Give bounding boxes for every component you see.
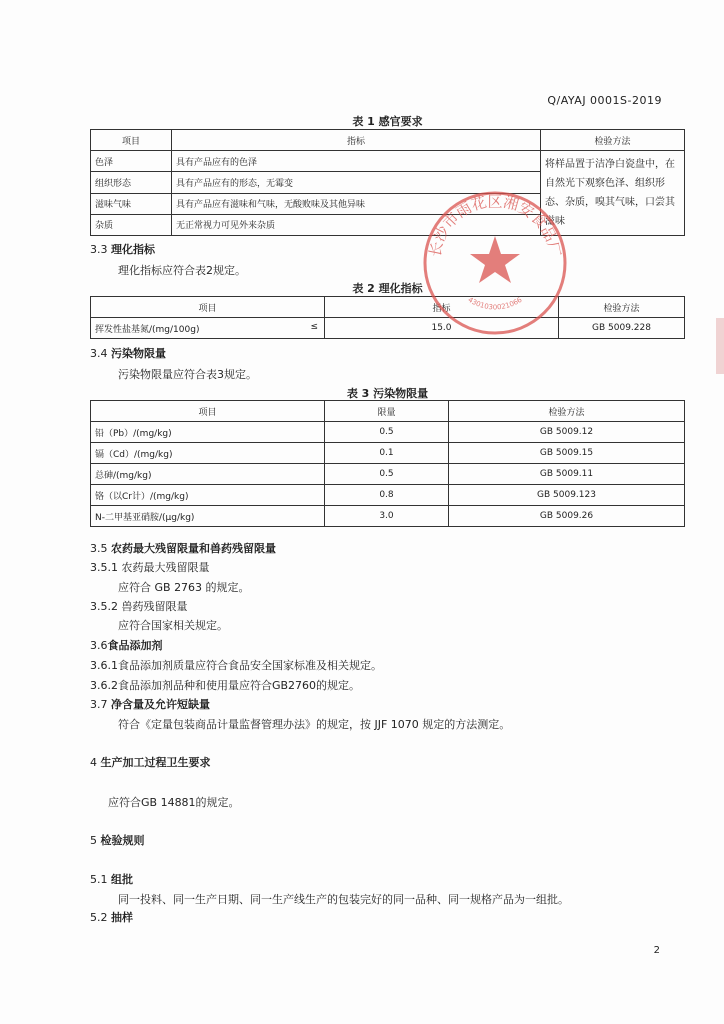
seal-text: 长沙市雨花区湘安食品厂 [425, 192, 565, 259]
table-row [91, 443, 685, 464]
row-item: 镉（Cd）/(mg/kg) [91, 443, 325, 464]
section-5-2: 5.2 抽样 [90, 911, 133, 924]
row-value: 3.0 [325, 506, 449, 527]
table-row [91, 464, 685, 485]
header-item: 项目 [91, 401, 325, 422]
row-item: N-二甲基亚硝胺/(μg/kg) [91, 506, 325, 527]
document-code: Q/AYAJ 0001S-2019 [547, 94, 662, 107]
sensory-table [90, 129, 685, 236]
svg-text:4301030021066 [466, 296, 523, 312]
table-header-row [91, 297, 685, 318]
section-3-6-2: 3.6.2食品添加剂品种和使用量应符合GB2760的规定。 [90, 679, 361, 692]
row-item: 总砷/(mg/kg) [91, 464, 325, 485]
row-value: 0.8 [325, 485, 449, 506]
section-3-5-1: 3.5.1 农药最大残留限量 [90, 561, 210, 574]
row-value: 0.5 [325, 464, 449, 485]
section-3-7-text: 符合《定量包装商品计量监督管理办法》的规定，按 JJF 1070 规定的方法测定。 [118, 718, 511, 731]
header-item: 项目 [91, 130, 172, 151]
section-5-1: 5.1 组批 [90, 873, 133, 886]
header-index: 指标 [172, 130, 541, 151]
header-index: 指标 [325, 297, 559, 318]
row-value: 15.0 [325, 318, 559, 339]
row-item: 铅（Pb）/(mg/kg) [91, 422, 325, 443]
row-operator: ≤ [310, 321, 318, 332]
section-3-4-text: 污染物限量应符合表3规定。 [118, 368, 257, 381]
row-method: GB 5009.15 [449, 443, 685, 464]
header-method: 检验方法 [541, 130, 685, 151]
section-4-text: 应符合GB 14881的规定。 [108, 796, 240, 809]
row-method: GB 5009.228 [559, 318, 685, 339]
contaminants-table [90, 400, 685, 527]
row-item: 挥发性盐基氮/(mg/100g) ≤ [91, 318, 325, 339]
row-method: GB 5009.11 [449, 464, 685, 485]
header-method: 检验方法 [449, 401, 685, 422]
row-value: 0.1 [325, 443, 449, 464]
table2-caption: 表 2 理化指标 [352, 282, 423, 295]
row-method: GB 5009.12 [449, 422, 685, 443]
page-number: 2 [653, 945, 660, 956]
section-3-5-1-text: 应符合 GB 2763 的规定。 [118, 581, 250, 594]
physicochemical-table [90, 296, 685, 339]
section-3-3: 3.3 理化指标 [90, 243, 155, 256]
table3-caption: 表 3 污染物限量 [346, 387, 429, 400]
seal-code: 4301030021066 [466, 295, 524, 312]
table-row [91, 506, 685, 527]
edge-mark [716, 318, 724, 374]
row-value: 0.5 [325, 422, 449, 443]
row-item: 滋味气味 [91, 193, 172, 214]
row-item: 组织形态 [91, 172, 172, 193]
row-method: 将样品置于洁净白瓷盘中，在自然光下观察色泽、组织形态、杂质，嗅其气味，口尝其滋味 [541, 151, 685, 236]
row-index: 具有产品应有的色泽 [172, 151, 541, 172]
section-3-7: 3.7 净含量及允许短缺量 [90, 698, 210, 711]
row-method: GB 5009.123 [449, 485, 685, 506]
section-5: 5 检验规则 [90, 834, 145, 847]
section-3-3-text: 理化指标应符合表2规定。 [118, 264, 246, 277]
header-item: 项目 [91, 297, 325, 318]
row-index: 具有产品应有的形态，无霉变 [172, 172, 541, 193]
seal-star-icon [470, 236, 520, 283]
table-row [91, 151, 685, 172]
table-row [91, 422, 685, 443]
header-limit: 限量 [325, 401, 449, 422]
section-3-5: 3.5 农药最大残留限量和兽药残留限量 [90, 542, 276, 555]
row-index: 具有产品应有滋味和气味，无酸败味及其他异味 [172, 193, 541, 214]
section-3-6: 3.6食品添加剂 [90, 639, 163, 652]
section-3-5-2: 3.5.2 兽药残留限量 [90, 600, 188, 613]
section-3-4: 3.4 污染物限量 [90, 347, 166, 360]
section-5-1-text: 同一投料、同一生产日期、同一生产线生产的包装完好的同一品种、同一规格产品为一组批。 [118, 893, 569, 906]
section-3-6-1: 3.6.1食品添加剂质量应符合食品安全国家标准及相关规定。 [90, 659, 382, 672]
header-method: 检验方法 [559, 297, 685, 318]
table-row [91, 485, 685, 506]
section-4: 4 生产加工过程卫生要求 [90, 756, 211, 769]
table-header-row [91, 401, 685, 422]
section-3-5-2-text: 应符合国家相关规定。 [118, 619, 228, 632]
table-header-row [91, 130, 685, 151]
row-index: 无正常视力可见外来杂质 [172, 214, 541, 235]
row-method: GB 5009.26 [449, 506, 685, 527]
official-seal [420, 188, 570, 338]
row-item: 铬（以Cr计）/(mg/kg) [91, 485, 325, 506]
row-item: 色泽 [91, 151, 172, 172]
table-row [91, 318, 685, 339]
row-item: 杂质 [91, 214, 172, 235]
table1-caption: 表 1 感官要求 [352, 115, 423, 128]
